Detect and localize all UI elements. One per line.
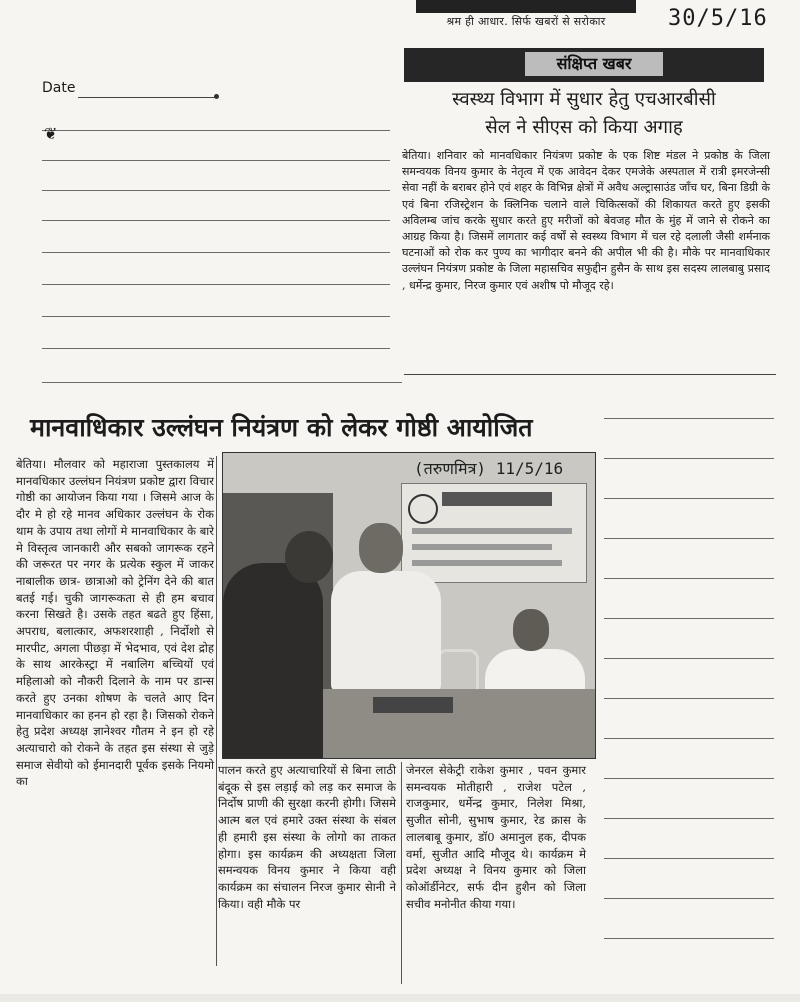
photo-person-right-head	[513, 609, 549, 651]
ruled-line	[604, 578, 774, 579]
banner-text-line	[412, 528, 572, 534]
ruled-line	[42, 348, 390, 349]
ruled-line	[604, 658, 774, 659]
banner-text-line	[412, 544, 552, 550]
clipping-bottom-rule	[404, 374, 776, 375]
banner-logo-icon	[408, 494, 438, 524]
article-column-left: बेतिया। मौलवार को महाराजा पुस्तकालय में मानवधिकार उल्लंघन नियंत्रण प्रकोष्ट द्वारा विचार गोष्ठी का आयोजन किया गया । जिसमे आज के दौर मे हो रहे मानव अधिकार उल्लंघन के रोक थाम के उपाय तथा लोगों मे मानवाधिकार के बारे मे विस्तृत्व जानकारी और सबको जागरूक रहने की जरूरत पर नगर के प्रत्येक स्कुल में जाकर नाबालीक छात्र- छात्राओ को ट्रेनिंग देने की बात बतई गई। चुकी जागरूकता से ही हम बचाव करना सिखते है। उसके तहत बढते हुए हिंसा, अपराध, बलात्कार, अफशरशाही , निर्दोशो से मारपीट, अगला पीछड़ा में भेदभाव, एवं देश द्रोह के साथ आरकेस्ट्रा में नबालिग बच्चियों एवं महिलाओ को नौकरी दिलाने के नाम पर डान्स करते हुए उनका शोषण के चलते आए दिन मानवाधिकार का हनन हो रहा है। जिसको रोकने हेतु प्रदेश अध्यक्ष ज्ञानेश्वर गौतम ने इन हो रहे अत्याचारो को रोकने के तहत इस संस्था से जुड़े समाज सेवीयो को ईमानदारी पूर्वक इसके नियमो का	[16, 457, 214, 789]
date-underline	[78, 97, 218, 98]
ruled-line	[42, 252, 390, 253]
banner-stripe	[442, 492, 552, 506]
column-divider	[216, 456, 217, 966]
article-column-right: जेनरल सेकेट्री राकेश कुमार , पवन कुमार समन्वयक मोतीहारी , राजेश पटेल , राजकुमार, धर्मेन्द्र कुमार, निलेश मिश्रा, सुजीत सोनी, सुभाष कुमार, रेड क्रास के लालबाबू कुमार, डॉ0 अमानुल हक, दीपक वर्मा, सुजीत आदि मौजूद थे। कार्यक्रम मे प्रदेश अध्यक्ष ने विनय कुमार को जिला कोऑर्डीनेटर, सर्फ दीन हुशैन को जिला सचीव मनोनीत कीया गया।	[406, 763, 586, 911]
banner-text-line	[412, 560, 562, 566]
clipping-headline-line: सेल ने सीएस को किया अगाह	[485, 117, 683, 138]
masthead-bar	[416, 0, 636, 13]
ruled-line	[42, 160, 390, 161]
ruled-line	[604, 698, 774, 699]
ruled-line	[604, 778, 774, 779]
masthead-tagline: श्रम ही आधार. सिर्फ खबरों से सरोकार	[446, 15, 606, 28]
section-bar	[404, 48, 764, 82]
ruled-line	[604, 458, 774, 459]
ruled-line	[42, 190, 390, 191]
photo-banner	[401, 483, 587, 583]
ruled-line	[604, 538, 774, 539]
ruled-line	[604, 738, 774, 739]
photo-person-seated	[331, 571, 441, 691]
ruled-line	[604, 858, 774, 859]
ruled-line	[604, 418, 774, 419]
page-bottom-edge	[0, 994, 800, 1002]
photo-handwritten-note: (तरुणमित्र) 11/5/16	[414, 459, 564, 478]
photo-person-standing	[223, 563, 323, 758]
photo-person-standing-head	[285, 531, 333, 583]
article-column-middle: पालन करते हुए अत्याचारियों से बिना लाठी बंदूक से इस लड़ाई को लड़ कर समाज के निर्दोष प्राणी की सुरक्षा करनी होगी। जिसमे आत्म बल एवं हमारे उक्त संस्था के संबल ही हमारी इस संस्था के लोगो का ताकत होगा। इस कार्यक्रम की अध्यक्षता जिला समन्वयक विनय कुमार ने किया वही कार्यक्रम का संचालन निरज कुमार सेानी ने किया। वही मौके पर	[218, 763, 396, 911]
article-headline: मानवाधिकार उल्लंघन नियंत्रण को लेकर गोष्ठी आयोजित	[30, 413, 533, 442]
ruled-line	[604, 618, 774, 619]
photo-person-seated-head	[359, 523, 403, 573]
ruled-line	[42, 382, 402, 383]
news-clipping-brief	[398, 0, 770, 366]
ruled-line	[42, 284, 390, 285]
date-dot	[214, 94, 219, 99]
handwritten-date: 30/5/16	[668, 6, 768, 31]
clipping-headline-line: स्वस्थ्य विभाग में सुधार हेतु एचआरबीसी	[452, 89, 716, 110]
section-label: संक्षिप्त खबर	[525, 52, 663, 76]
clipping-headline	[402, 86, 766, 142]
photo-table-items	[373, 697, 453, 713]
decorative-swirl-icon: ❦	[44, 124, 58, 143]
ruled-line	[42, 316, 390, 317]
ruled-line	[604, 898, 774, 899]
ruled-line	[42, 130, 390, 131]
clipping-body: बेतिया। शनिवार को मानवधिकार नियंत्रण प्रकोष्ट के एक शिष्ट मंडल ने प्रकोष्ठ के जिला समन्वयक विनय कुमार के नेतृत्व में एक आवेदन देकर एमजेके अस्पताल में रात्री इमरजेन्सी सेवा नहीं के बराबर होने एवं शहर के विभिन्न क्षेत्रों में अवैध अल्ट्रासाउंड जाँच घर, बिना डिग्री के एवं बिना रजिस्ट्रेशन के क्लिनिक चलाने वाले चिकित्सकों की शिकायत करते हुए इसकी अविलम्ब जांच करके सुधार करते हुए मरीजों को बेवजह मौत के मुंह में जाने से रोकने का आग्रह किया है। जिसमें लागतार कई वर्षों से स्वस्थ्य विभाग में चल रहे दलाली जैसी शर्मनाक घटनाओं को रोक कर पुण्य का भागीदार बनने की अपील भी की है। मौके पर मानवाधिकार उल्लंघन नियंत्रण प्रकोष्ट के जिला महासचिव सफुद्दीन हुसैन के साथ इस सदस्य लालबाबु प्रसाद , धर्मेन्द्र कुमार, निरज कुमार एवं अशीष पो मौजूद रहे।	[402, 149, 770, 292]
article-photo	[222, 452, 596, 759]
ruled-line	[42, 220, 390, 221]
ruled-line	[604, 818, 774, 819]
date-label: Date	[42, 80, 76, 96]
ruled-line	[604, 938, 774, 939]
ruled-line	[604, 498, 774, 499]
column-divider	[401, 762, 402, 984]
